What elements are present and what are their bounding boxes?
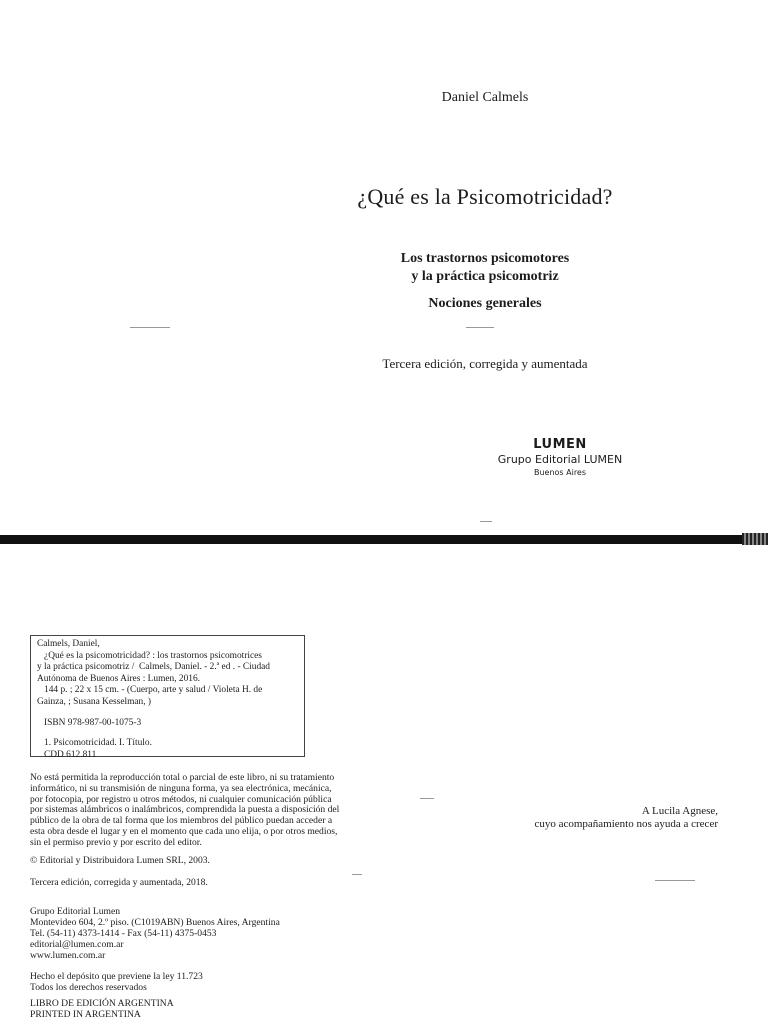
catalog-line: 1. Psicomotricidad. I. Título. [37,738,152,749]
deposit-line: Todos los derechos reservados [30,982,147,993]
subtitle-line: Los trastornos psicomotores [400,251,570,266]
printed-line: LIBRO DE EDICIÓN ARGENTINA [30,998,174,1009]
publisher-line: Tel. (54-11) 4373-1414 - Fax (54-11) 4375-0453 [30,928,217,939]
deposit-line: Hecho el depósito que previene la ley 11.723 [30,971,203,982]
catalog-line: CDD 612.811 [37,749,97,760]
book-nociones: Nociones generales [428,296,542,311]
scan-speck [480,521,492,522]
dedication-line: cuyo acompañamiento nos ayuda a crecer [534,818,718,830]
publisher-name: Grupo Editorial LUMEN [497,453,623,466]
publisher-logo: LUMEN [533,437,587,452]
scan-speck [420,798,434,799]
publisher-line: Montevideo 604, 2.º piso. (C1019ABN) Buenos Aires, Argentina [30,917,280,928]
catalog-record-box [30,635,305,760]
catalog-line: y la práctica psicomotriz / Calmels, Daniel. - 2.ª ed . - Ciudad [37,662,270,673]
catalog-line: ¿Qué es la psicomotricidad? : los trastornos psicomotrices [37,650,262,661]
publisher-line: Grupo Editorial Lumen [30,906,121,917]
publisher-website: www.lumen.com.ar [30,950,106,961]
catalog-line: Autónoma de Buenos Aires : Lumen, 2016. [37,673,200,684]
book-title: ¿Qué es la Psicomotricidad? [357,184,613,209]
edition-note: Tercera edición, corregida y aumentada, 2018. [30,877,208,888]
scan-speck [352,874,362,875]
edition-statement: Tercera edición, corregida y aumentada [382,356,588,371]
book-subtitle [250,250,720,286]
scan-speck [466,327,494,328]
page-gutter-divider [0,535,768,544]
publisher-email: editorial@lumen.com.ar [30,939,124,950]
catalog-isbn: ISBN 978-987-00-1075-3 [37,717,142,728]
copyright-page [0,546,768,1024]
rights-notice: No está permitida la reproducción total o parcial de este libro, ni su tratamiento informático, ni su transmisión de ninguna forma, ya sea electrónica, mecánica, por fotocopia, por registro u otros métodos, ni cualquier comunicación pública por sistemas alámbricos o inalámbricos, comprendida la puesta a disposición del público de la obra de tal forma que los miembros del público puedan acceder a esta obra desde el lugar y en el momento que cada uno elija, o por otros medios, sin el permiso previo y por escrito del editor. [30,772,340,848]
dedication-line: A Lucila Agnese, [641,805,718,817]
copyright-line: © Editorial y Distribuidora Lumen SRL, 2003. [30,855,210,866]
catalog-line: Gainza, ; Susana Kesselman, ) [37,696,152,707]
scan-speck [655,880,695,881]
printed-line: PRINTED IN ARGENTINA [30,1009,141,1020]
catalog-line: 144 p. ; 22 x 15 cm. - (Cuerpo, arte y salud / Violeta H. de [37,685,263,696]
scan-edge-artifact [742,533,768,545]
publisher-city: Buenos Aires [533,468,587,477]
catalog-line: Calmels, Daniel, [37,639,100,649]
subtitle-line: y la práctica psicomotriz [411,269,559,284]
author-name: Daniel Calmels [441,90,529,105]
scan-speck [130,327,170,328]
dedication [470,805,718,831]
